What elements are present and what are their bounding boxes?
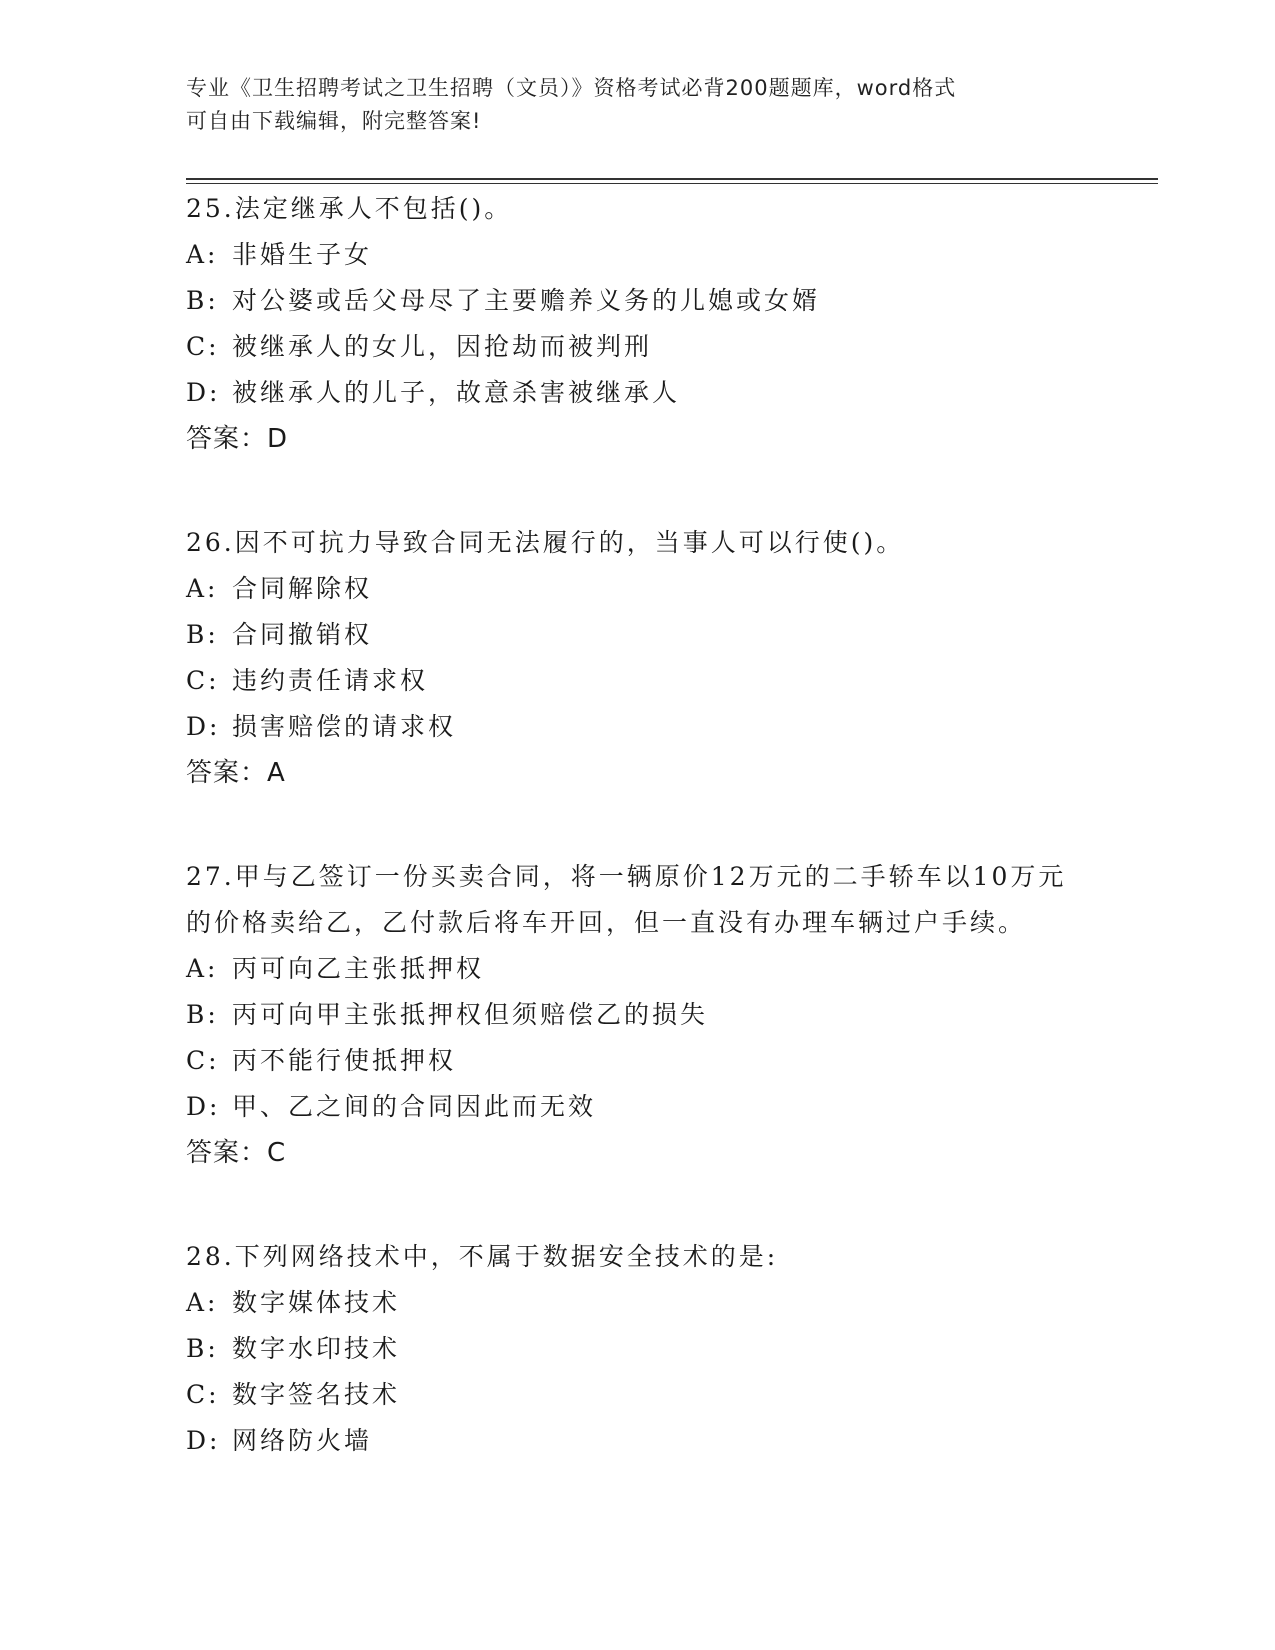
- option-label: A:: [186, 240, 219, 269]
- option-d: [186, 1084, 1086, 1130]
- option-a: [186, 946, 1086, 992]
- option-text: 损害赔偿的请求权: [232, 712, 457, 741]
- option-text: 被继承人的女儿，因抢劫而被判刑: [232, 332, 653, 361]
- answer-value: A: [267, 758, 286, 788]
- question-list: [186, 186, 1086, 1464]
- option-d: [186, 1418, 1086, 1464]
- option-c: [186, 324, 1086, 370]
- option-text: 对公婆或岳父母尽了主要赡养义务的儿媳或女婿: [232, 286, 821, 315]
- option-label: A:: [186, 574, 219, 603]
- option-a: [186, 566, 1086, 612]
- option-label: C:: [186, 666, 220, 695]
- option-b: [186, 612, 1086, 658]
- option-label: D:: [186, 1426, 221, 1455]
- option-text: 丙不能行使抵押权: [232, 1046, 457, 1075]
- option-a: [186, 1280, 1086, 1326]
- option-text: 甲、乙之间的合同因此而无效: [232, 1092, 597, 1121]
- option-text: 合同解除权: [232, 574, 373, 603]
- question-text: 25.法定继承人不包括()。: [186, 194, 513, 223]
- option-text: 数字媒体技术: [232, 1288, 401, 1317]
- option-label: A:: [186, 1288, 219, 1317]
- header-line-1: 专业《卫生招聘考试之卫生招聘（文员）》资格考试必背200题题库，word格式: [186, 76, 957, 100]
- option-text: 非婚生子女: [232, 240, 373, 269]
- question-text: 26.因不可抗力导致合同无法履行的，当事人可以行使()。: [186, 528, 905, 557]
- option-d: [186, 370, 1086, 416]
- option-b: [186, 992, 1086, 1038]
- option-text: 违约责任请求权: [232, 666, 429, 695]
- option-c: [186, 1038, 1086, 1084]
- option-text: 丙可向甲主张抵押权但须赔偿乙的损失: [232, 1000, 709, 1029]
- option-a: [186, 232, 1086, 278]
- option-text: 数字签名技术: [232, 1380, 401, 1409]
- option-text: 被继承人的儿子，故意杀害被继承人: [232, 378, 681, 407]
- option-c: [186, 1372, 1086, 1418]
- answer-line: [186, 750, 1086, 796]
- document-header: [186, 72, 1086, 138]
- option-c: [186, 658, 1086, 704]
- answer-prefix: 答案：: [186, 1138, 268, 1168]
- option-d: [186, 704, 1086, 750]
- option-label: B:: [186, 620, 219, 649]
- question-27: [186, 854, 1086, 1176]
- option-label: C:: [186, 1380, 220, 1409]
- answer-value: C: [267, 1138, 287, 1168]
- option-text: 丙可向乙主张抵押权: [232, 954, 485, 983]
- option-text: 网络防火墙: [232, 1426, 373, 1455]
- answer-prefix: 答案：: [186, 758, 268, 788]
- option-label: A:: [186, 954, 219, 983]
- option-label: D:: [186, 712, 221, 741]
- question-text: 28.下列网络技术中，不属于数据安全技术的是:: [186, 1242, 779, 1271]
- answer-value: D: [267, 424, 289, 454]
- header-line-2: 可自由下载编辑，附完整答案!: [186, 109, 482, 133]
- option-label: D:: [186, 1092, 221, 1121]
- option-b: [186, 278, 1086, 324]
- option-label: B:: [186, 1000, 219, 1029]
- option-label: D:: [186, 378, 221, 407]
- option-label: C:: [186, 332, 220, 361]
- answer-line: [186, 1130, 1086, 1176]
- option-label: B:: [186, 1334, 219, 1363]
- answer-line: [186, 416, 1086, 462]
- question-26: [186, 520, 1086, 796]
- question-28: [186, 1234, 1086, 1464]
- answer-prefix: 答案：: [186, 424, 268, 454]
- option-text: 数字水印技术: [232, 1334, 401, 1363]
- option-label: C:: [186, 1046, 220, 1075]
- option-text: 合同撤销权: [232, 620, 373, 649]
- option-b: [186, 1326, 1086, 1372]
- question-25: [186, 186, 1086, 462]
- question-text: 27.甲与乙签订一份买卖合同，将一辆原价12万元的二手轿车以10万元的价格卖给乙，乙付款后将车开回，但一直没有办理车辆过户手续。: [186, 862, 1067, 937]
- header-divider-thick: [186, 178, 1158, 180]
- header-divider-thin: [186, 183, 1158, 184]
- option-label: B:: [186, 286, 219, 315]
